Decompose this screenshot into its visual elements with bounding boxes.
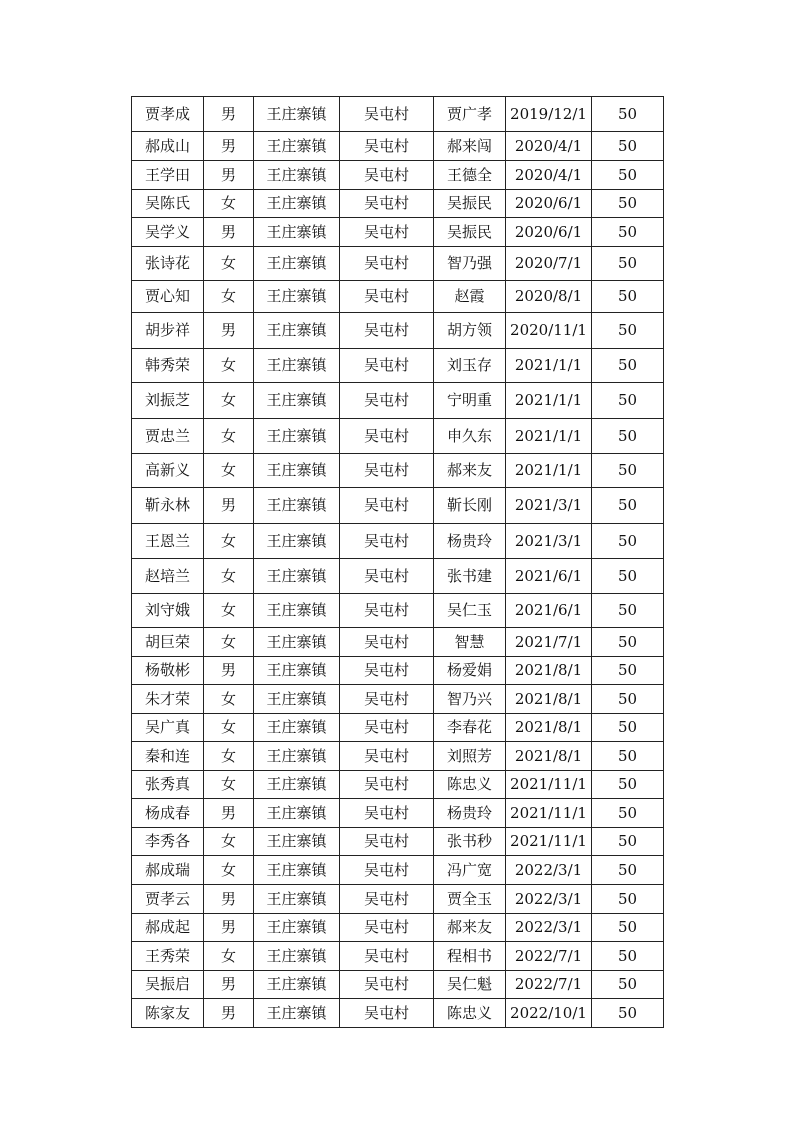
cell-gender: 女 (204, 942, 254, 971)
cell-town: 王庄寨镇 (254, 685, 340, 714)
cell-amount: 50 (592, 685, 664, 714)
cell-guardian: 程相书 (434, 942, 506, 971)
cell-amount: 50 (592, 714, 664, 742)
cell-guardian: 靳长刚 (434, 488, 506, 524)
cell-amount: 50 (592, 132, 664, 161)
cell-date: 2022/3/1 (506, 914, 592, 942)
table-row (132, 454, 664, 488)
table-row (132, 685, 664, 714)
cell-guardian: 吴仁魁 (434, 971, 506, 999)
cell-name: 贾心知 (132, 281, 204, 313)
cell-village: 吴屯村 (340, 349, 434, 383)
cell-date: 2020/4/1 (506, 161, 592, 190)
cell-name: 李秀各 (132, 828, 204, 856)
cell-amount: 50 (592, 971, 664, 999)
cell-name: 杨敬彬 (132, 657, 204, 685)
cell-date: 2021/1/1 (506, 454, 592, 488)
table-row (132, 942, 664, 971)
cell-date: 2021/1/1 (506, 419, 592, 454)
cell-amount: 50 (592, 488, 664, 524)
cell-guardian: 智乃兴 (434, 685, 506, 714)
cell-guardian: 宁明重 (434, 383, 506, 419)
cell-name: 王秀荣 (132, 942, 204, 971)
cell-town: 王庄寨镇 (254, 942, 340, 971)
cell-amount: 50 (592, 914, 664, 942)
cell-date: 2021/6/1 (506, 594, 592, 628)
cell-guardian: 胡方领 (434, 313, 506, 349)
cell-date: 2020/4/1 (506, 132, 592, 161)
cell-town: 王庄寨镇 (254, 714, 340, 742)
roster-table (131, 96, 664, 1028)
cell-date: 2021/6/1 (506, 559, 592, 594)
cell-guardian: 张书秒 (434, 828, 506, 856)
table-row (132, 971, 664, 999)
cell-gender: 女 (204, 594, 254, 628)
cell-town: 王庄寨镇 (254, 771, 340, 799)
cell-name: 王恩兰 (132, 524, 204, 559)
cell-village: 吴屯村 (340, 161, 434, 190)
table-row (132, 524, 664, 559)
cell-name: 吴陈氏 (132, 190, 204, 218)
cell-amount: 50 (592, 799, 664, 828)
cell-guardian: 刘照芳 (434, 742, 506, 771)
cell-gender: 女 (204, 856, 254, 885)
cell-name: 贾孝云 (132, 885, 204, 914)
cell-amount: 50 (592, 454, 664, 488)
cell-date: 2021/8/1 (506, 714, 592, 742)
cell-town: 王庄寨镇 (254, 799, 340, 828)
cell-gender: 男 (204, 657, 254, 685)
cell-guardian: 申久东 (434, 419, 506, 454)
cell-name: 贾忠兰 (132, 419, 204, 454)
cell-name: 郝成山 (132, 132, 204, 161)
cell-village: 吴屯村 (340, 383, 434, 419)
cell-town: 王庄寨镇 (254, 161, 340, 190)
table-row (132, 383, 664, 419)
cell-guardian: 陈忠义 (434, 999, 506, 1028)
cell-town: 王庄寨镇 (254, 999, 340, 1028)
cell-gender: 女 (204, 281, 254, 313)
cell-name: 杨成春 (132, 799, 204, 828)
cell-name: 吴振启 (132, 971, 204, 999)
cell-date: 2021/1/1 (506, 383, 592, 419)
cell-name: 胡巨荣 (132, 628, 204, 657)
cell-village: 吴屯村 (340, 628, 434, 657)
cell-guardian: 郝来闯 (434, 132, 506, 161)
cell-name: 高新义 (132, 454, 204, 488)
cell-name: 王学田 (132, 161, 204, 190)
cell-date: 2020/8/1 (506, 281, 592, 313)
cell-gender: 女 (204, 419, 254, 454)
cell-village: 吴屯村 (340, 281, 434, 313)
cell-amount: 50 (592, 383, 664, 419)
cell-amount: 50 (592, 419, 664, 454)
table-row (132, 559, 664, 594)
table-row (132, 771, 664, 799)
cell-guardian: 杨贵玲 (434, 799, 506, 828)
cell-guardian: 吴振民 (434, 218, 506, 247)
cell-amount: 50 (592, 349, 664, 383)
cell-gender: 男 (204, 132, 254, 161)
table-row (132, 856, 664, 885)
cell-village: 吴屯村 (340, 313, 434, 349)
cell-guardian: 冯广宽 (434, 856, 506, 885)
cell-gender: 女 (204, 742, 254, 771)
table-row (132, 999, 664, 1028)
table-row (132, 914, 664, 942)
cell-date: 2020/6/1 (506, 190, 592, 218)
cell-amount: 50 (592, 628, 664, 657)
roster-table-body (132, 97, 664, 1028)
cell-amount: 50 (592, 247, 664, 281)
cell-gender: 女 (204, 190, 254, 218)
cell-town: 王庄寨镇 (254, 657, 340, 685)
cell-town: 王庄寨镇 (254, 313, 340, 349)
cell-town: 王庄寨镇 (254, 247, 340, 281)
cell-date: 2020/11/1 (506, 313, 592, 349)
table-row (132, 885, 664, 914)
cell-town: 王庄寨镇 (254, 132, 340, 161)
cell-date: 2021/11/1 (506, 799, 592, 828)
cell-village: 吴屯村 (340, 942, 434, 971)
cell-amount: 50 (592, 594, 664, 628)
cell-village: 吴屯村 (340, 999, 434, 1028)
cell-village: 吴屯村 (340, 685, 434, 714)
cell-town: 王庄寨镇 (254, 628, 340, 657)
cell-village: 吴屯村 (340, 771, 434, 799)
cell-gender: 女 (204, 559, 254, 594)
cell-date: 2022/7/1 (506, 942, 592, 971)
cell-gender: 女 (204, 628, 254, 657)
cell-date: 2021/11/1 (506, 771, 592, 799)
cell-name: 靳永林 (132, 488, 204, 524)
cell-village: 吴屯村 (340, 657, 434, 685)
cell-amount: 50 (592, 856, 664, 885)
cell-guardian: 李春花 (434, 714, 506, 742)
cell-town: 王庄寨镇 (254, 828, 340, 856)
cell-town: 王庄寨镇 (254, 488, 340, 524)
cell-village: 吴屯村 (340, 885, 434, 914)
cell-name: 刘守娥 (132, 594, 204, 628)
cell-village: 吴屯村 (340, 132, 434, 161)
cell-town: 王庄寨镇 (254, 856, 340, 885)
cell-guardian: 智乃强 (434, 247, 506, 281)
table-row (132, 161, 664, 190)
cell-amount: 50 (592, 828, 664, 856)
cell-gender: 女 (204, 247, 254, 281)
table-row (132, 714, 664, 742)
cell-village: 吴屯村 (340, 742, 434, 771)
cell-guardian: 杨爱娟 (434, 657, 506, 685)
cell-town: 王庄寨镇 (254, 454, 340, 488)
table-row (132, 97, 664, 132)
cell-guardian: 贾全玉 (434, 885, 506, 914)
cell-amount: 50 (592, 161, 664, 190)
cell-name: 张秀真 (132, 771, 204, 799)
cell-amount: 50 (592, 942, 664, 971)
cell-guardian: 贾广孝 (434, 97, 506, 132)
cell-village: 吴屯村 (340, 190, 434, 218)
cell-name: 胡步祥 (132, 313, 204, 349)
cell-gender: 女 (204, 524, 254, 559)
cell-guardian: 智慧 (434, 628, 506, 657)
cell-date: 2019/12/1 (506, 97, 592, 132)
cell-village: 吴屯村 (340, 559, 434, 594)
cell-gender: 男 (204, 885, 254, 914)
cell-amount: 50 (592, 742, 664, 771)
table-row (132, 349, 664, 383)
cell-town: 王庄寨镇 (254, 281, 340, 313)
cell-amount: 50 (592, 524, 664, 559)
cell-guardian: 吴振民 (434, 190, 506, 218)
cell-name: 贾孝成 (132, 97, 204, 132)
cell-gender: 男 (204, 799, 254, 828)
cell-guardian: 赵霞 (434, 281, 506, 313)
table-row (132, 628, 664, 657)
cell-name: 张诗花 (132, 247, 204, 281)
cell-town: 王庄寨镇 (254, 594, 340, 628)
cell-town: 王庄寨镇 (254, 97, 340, 132)
table-row (132, 799, 664, 828)
cell-guardian: 杨贵玲 (434, 524, 506, 559)
cell-amount: 50 (592, 999, 664, 1028)
cell-gender: 女 (204, 685, 254, 714)
cell-amount: 50 (592, 771, 664, 799)
cell-amount: 50 (592, 97, 664, 132)
table-row (132, 657, 664, 685)
cell-name: 刘振芝 (132, 383, 204, 419)
cell-village: 吴屯村 (340, 247, 434, 281)
table-row (132, 742, 664, 771)
cell-amount: 50 (592, 313, 664, 349)
cell-village: 吴屯村 (340, 856, 434, 885)
cell-name: 赵培兰 (132, 559, 204, 594)
table-row (132, 419, 664, 454)
cell-date: 2021/3/1 (506, 488, 592, 524)
cell-name: 秦和连 (132, 742, 204, 771)
cell-town: 王庄寨镇 (254, 349, 340, 383)
cell-guardian: 陈忠义 (434, 771, 506, 799)
cell-date: 2021/1/1 (506, 349, 592, 383)
cell-date: 2021/7/1 (506, 628, 592, 657)
cell-date: 2022/10/1 (506, 999, 592, 1028)
cell-town: 王庄寨镇 (254, 383, 340, 419)
cell-gender: 女 (204, 349, 254, 383)
cell-date: 2022/3/1 (506, 856, 592, 885)
cell-amount: 50 (592, 657, 664, 685)
cell-guardian: 郝来友 (434, 914, 506, 942)
cell-date: 2021/8/1 (506, 742, 592, 771)
table-row (132, 313, 664, 349)
cell-gender: 男 (204, 161, 254, 190)
cell-gender: 男 (204, 488, 254, 524)
cell-town: 王庄寨镇 (254, 218, 340, 247)
cell-town: 王庄寨镇 (254, 971, 340, 999)
cell-gender: 男 (204, 914, 254, 942)
table-row (132, 218, 664, 247)
cell-guardian: 张书建 (434, 559, 506, 594)
cell-name: 朱才荣 (132, 685, 204, 714)
cell-gender: 女 (204, 771, 254, 799)
cell-guardian: 吴仁玉 (434, 594, 506, 628)
cell-town: 王庄寨镇 (254, 524, 340, 559)
cell-village: 吴屯村 (340, 97, 434, 132)
cell-guardian: 刘玉存 (434, 349, 506, 383)
cell-name: 吴学义 (132, 218, 204, 247)
table-row (132, 828, 664, 856)
cell-name: 郝成起 (132, 914, 204, 942)
cell-amount: 50 (592, 559, 664, 594)
cell-town: 王庄寨镇 (254, 419, 340, 454)
table-row (132, 488, 664, 524)
cell-gender: 男 (204, 313, 254, 349)
cell-village: 吴屯村 (340, 524, 434, 559)
cell-village: 吴屯村 (340, 914, 434, 942)
cell-village: 吴屯村 (340, 714, 434, 742)
cell-gender: 女 (204, 714, 254, 742)
table-row (132, 132, 664, 161)
cell-guardian: 王德全 (434, 161, 506, 190)
cell-town: 王庄寨镇 (254, 885, 340, 914)
cell-guardian: 郝来友 (434, 454, 506, 488)
cell-town: 王庄寨镇 (254, 742, 340, 771)
cell-gender: 男 (204, 999, 254, 1028)
cell-gender: 女 (204, 454, 254, 488)
cell-date: 2022/7/1 (506, 971, 592, 999)
cell-amount: 50 (592, 281, 664, 313)
cell-date: 2021/3/1 (506, 524, 592, 559)
cell-village: 吴屯村 (340, 799, 434, 828)
table-row (132, 190, 664, 218)
cell-gender: 女 (204, 828, 254, 856)
cell-village: 吴屯村 (340, 828, 434, 856)
cell-village: 吴屯村 (340, 488, 434, 524)
cell-name: 吴广真 (132, 714, 204, 742)
cell-amount: 50 (592, 885, 664, 914)
cell-name: 陈家友 (132, 999, 204, 1028)
cell-gender: 女 (204, 383, 254, 419)
cell-date: 2021/8/1 (506, 657, 592, 685)
cell-date: 2020/6/1 (506, 218, 592, 247)
cell-name: 郝成瑞 (132, 856, 204, 885)
cell-village: 吴屯村 (340, 971, 434, 999)
cell-gender: 男 (204, 97, 254, 132)
cell-town: 王庄寨镇 (254, 914, 340, 942)
cell-gender: 男 (204, 218, 254, 247)
cell-name: 韩秀荣 (132, 349, 204, 383)
cell-village: 吴屯村 (340, 419, 434, 454)
cell-date: 2020/7/1 (506, 247, 592, 281)
cell-amount: 50 (592, 218, 664, 247)
cell-village: 吴屯村 (340, 454, 434, 488)
table-row (132, 281, 664, 313)
cell-date: 2021/11/1 (506, 828, 592, 856)
cell-date: 2022/3/1 (506, 885, 592, 914)
cell-town: 王庄寨镇 (254, 190, 340, 218)
table-row (132, 594, 664, 628)
table-row (132, 247, 664, 281)
cell-gender: 男 (204, 971, 254, 999)
cell-amount: 50 (592, 190, 664, 218)
cell-village: 吴屯村 (340, 594, 434, 628)
cell-village: 吴屯村 (340, 218, 434, 247)
cell-date: 2021/8/1 (506, 685, 592, 714)
cell-town: 王庄寨镇 (254, 559, 340, 594)
